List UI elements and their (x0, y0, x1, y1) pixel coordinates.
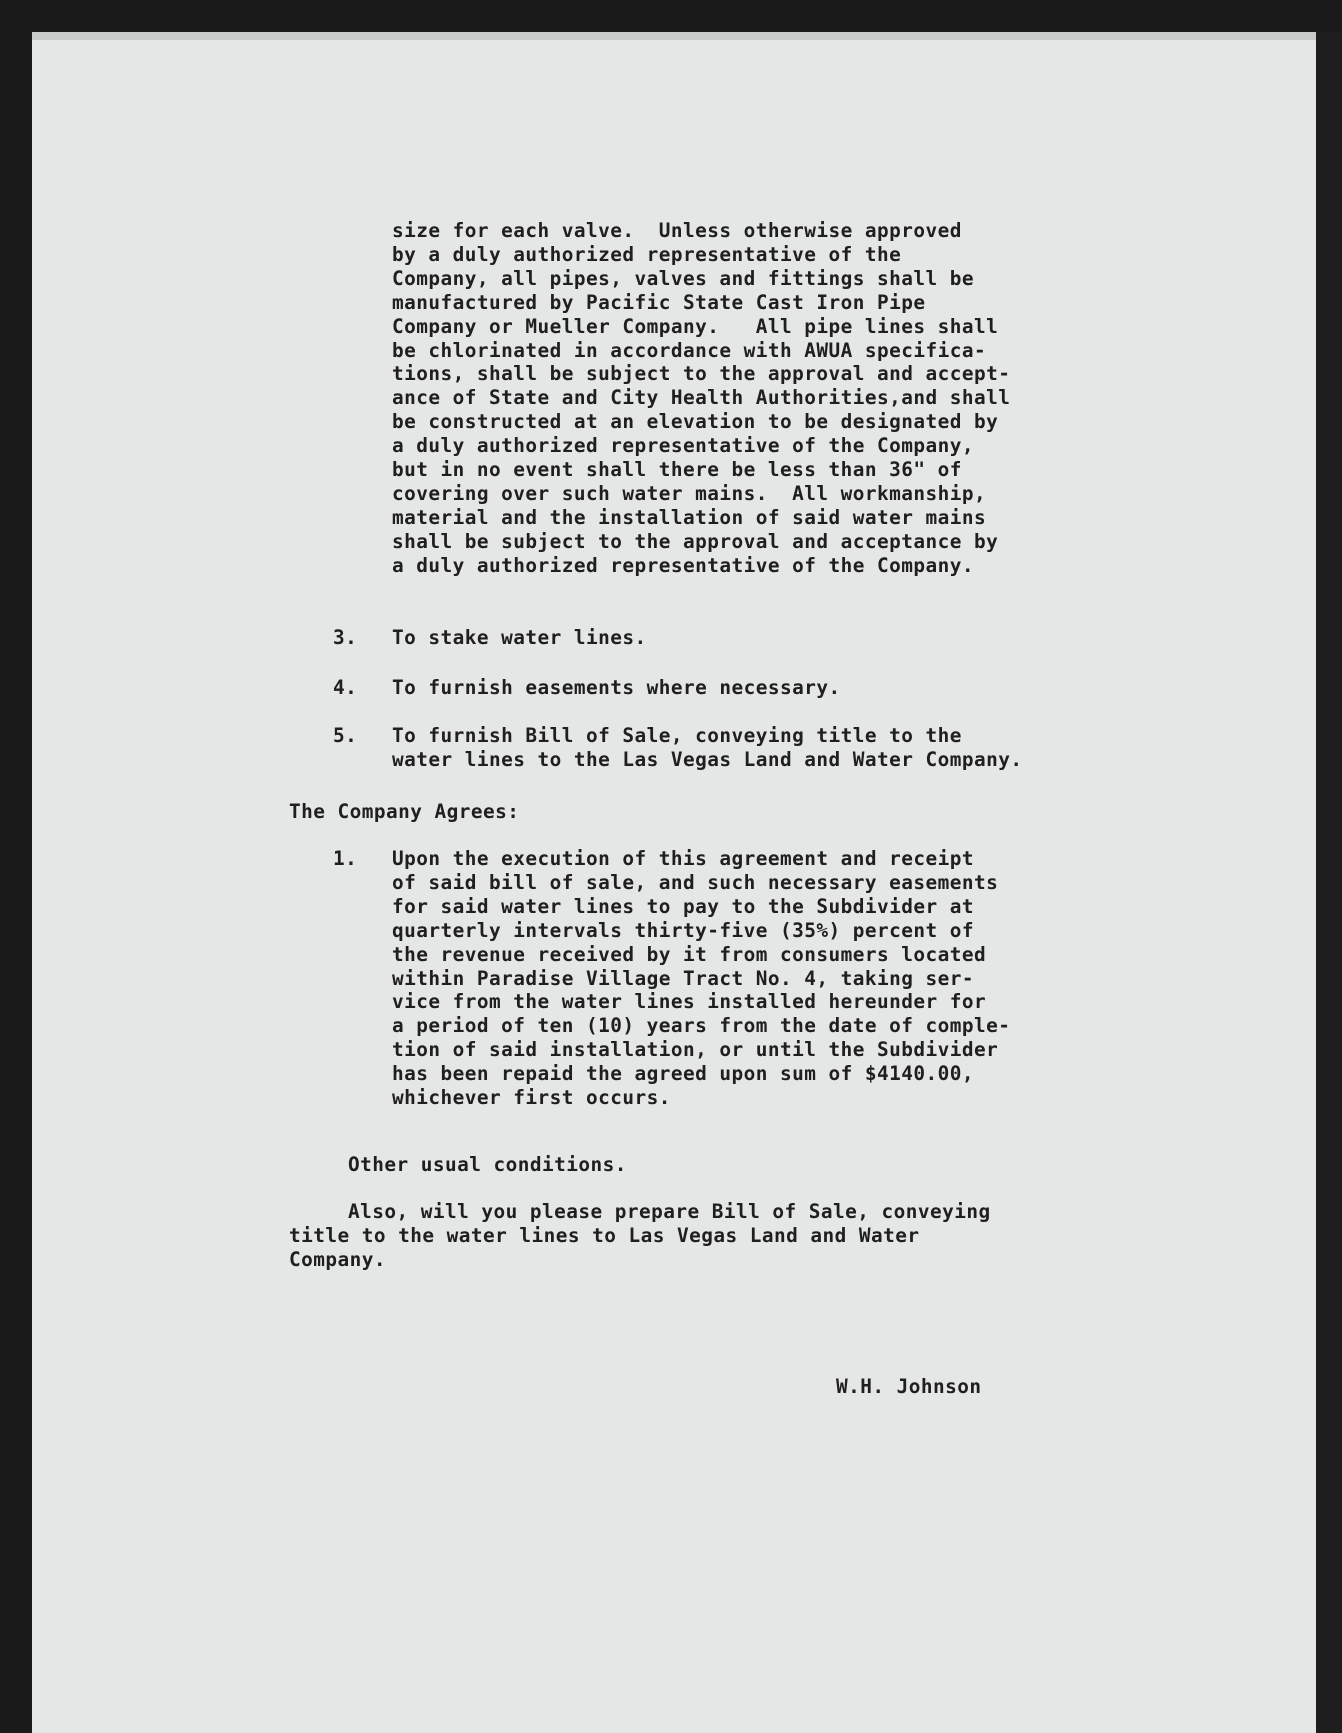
list-item (392, 847, 1010, 1110)
item-line: water lines to the Las Vegas Land and Water Company. (392, 747, 1023, 771)
scan-edge-top (32, 32, 1322, 40)
paragraph-line: Also, will you please prepare Bill of Sale, conveying (348, 1200, 991, 1223)
paragraph-line: size for each valve. Unless otherwise approved (392, 219, 962, 242)
paragraph-line: ance of State and City Health Authorities,and shall (392, 386, 1011, 410)
paragraph-line: by a duly authorized representative of the (392, 242, 902, 266)
item-line: within Paradise Village Tract No. 4, taking ser- (392, 966, 974, 990)
paragraph-line: be chlorinated in accordance with AWUA specifica- (392, 338, 987, 362)
paragraph-line: a duly authorized representative of the Company. (392, 553, 974, 577)
item-line: quarterly intervals thirty-five (35%) percent of (392, 918, 974, 942)
paragraph-line: be constructed at an elevation to be designated by (392, 410, 999, 434)
signature: W.H. Johnson (836, 1375, 982, 1398)
item-line: for said water lines to pay to the Subdivider at (392, 894, 974, 918)
scan-edge-right (1316, 32, 1342, 1733)
item-line: of said bill of sale, and such necessary easements (392, 870, 999, 894)
item-number: 3. (333, 626, 358, 649)
also-paragraph (289, 1200, 991, 1272)
paragraph-line: tions, shall be subject to the approval and accept- (392, 362, 1011, 386)
list-item (392, 724, 1022, 772)
paragraph-line: a duly authorized representative of the Company, (392, 434, 974, 458)
paragraph-line: Company, all pipes, valves and fittings shall be (392, 266, 974, 290)
item-line: To furnish easements where necessary. (392, 676, 841, 699)
item-line: the revenue received by it from consumers located (392, 942, 987, 966)
paragraph-line: manufactured by Pacific State Cast Iron Pipe (392, 290, 926, 314)
item-number: 4. (333, 676, 358, 699)
item-line: vice from the water lines installed hereunder for (392, 990, 987, 1014)
paragraph-line: but in no event shall there be less than 36" of (392, 458, 962, 482)
item-line: whichever first occurs. (392, 1086, 671, 1110)
item-line: To furnish Bill of Sale, conveying title to the (392, 724, 962, 747)
list-item (392, 626, 647, 650)
paragraph-line: title to the water lines to Las Vegas Land and Water (289, 1223, 920, 1247)
item-number: 5. (333, 724, 358, 747)
item-line: To stake water lines. (392, 626, 647, 649)
paragraph-line: Company. (289, 1247, 386, 1271)
continuation-paragraph (392, 219, 1010, 578)
paragraph-line: material and the installation of said water mains (392, 505, 987, 529)
item-line: a period of ten (10) years from the date of comple- (392, 1014, 1011, 1038)
paragraph-line: covering over such water mains. All workmanship, (392, 481, 987, 505)
paragraph-line: Company or Mueller Company. All pipe lines shall (392, 314, 999, 338)
other-conditions: Other usual conditions. (348, 1153, 627, 1176)
list-item (392, 676, 841, 700)
paragraph-line: shall be subject to the approval and acceptance by (392, 529, 999, 553)
company-agrees-heading: The Company Agrees: (289, 800, 520, 823)
item-line: Upon the execution of this agreement and receipt (392, 847, 974, 870)
item-line: has been repaid the agreed upon sum of $4140.00, (392, 1062, 974, 1086)
item-line: tion of said installation, or until the Subdivider (392, 1038, 999, 1062)
item-number: 1. (333, 847, 358, 870)
